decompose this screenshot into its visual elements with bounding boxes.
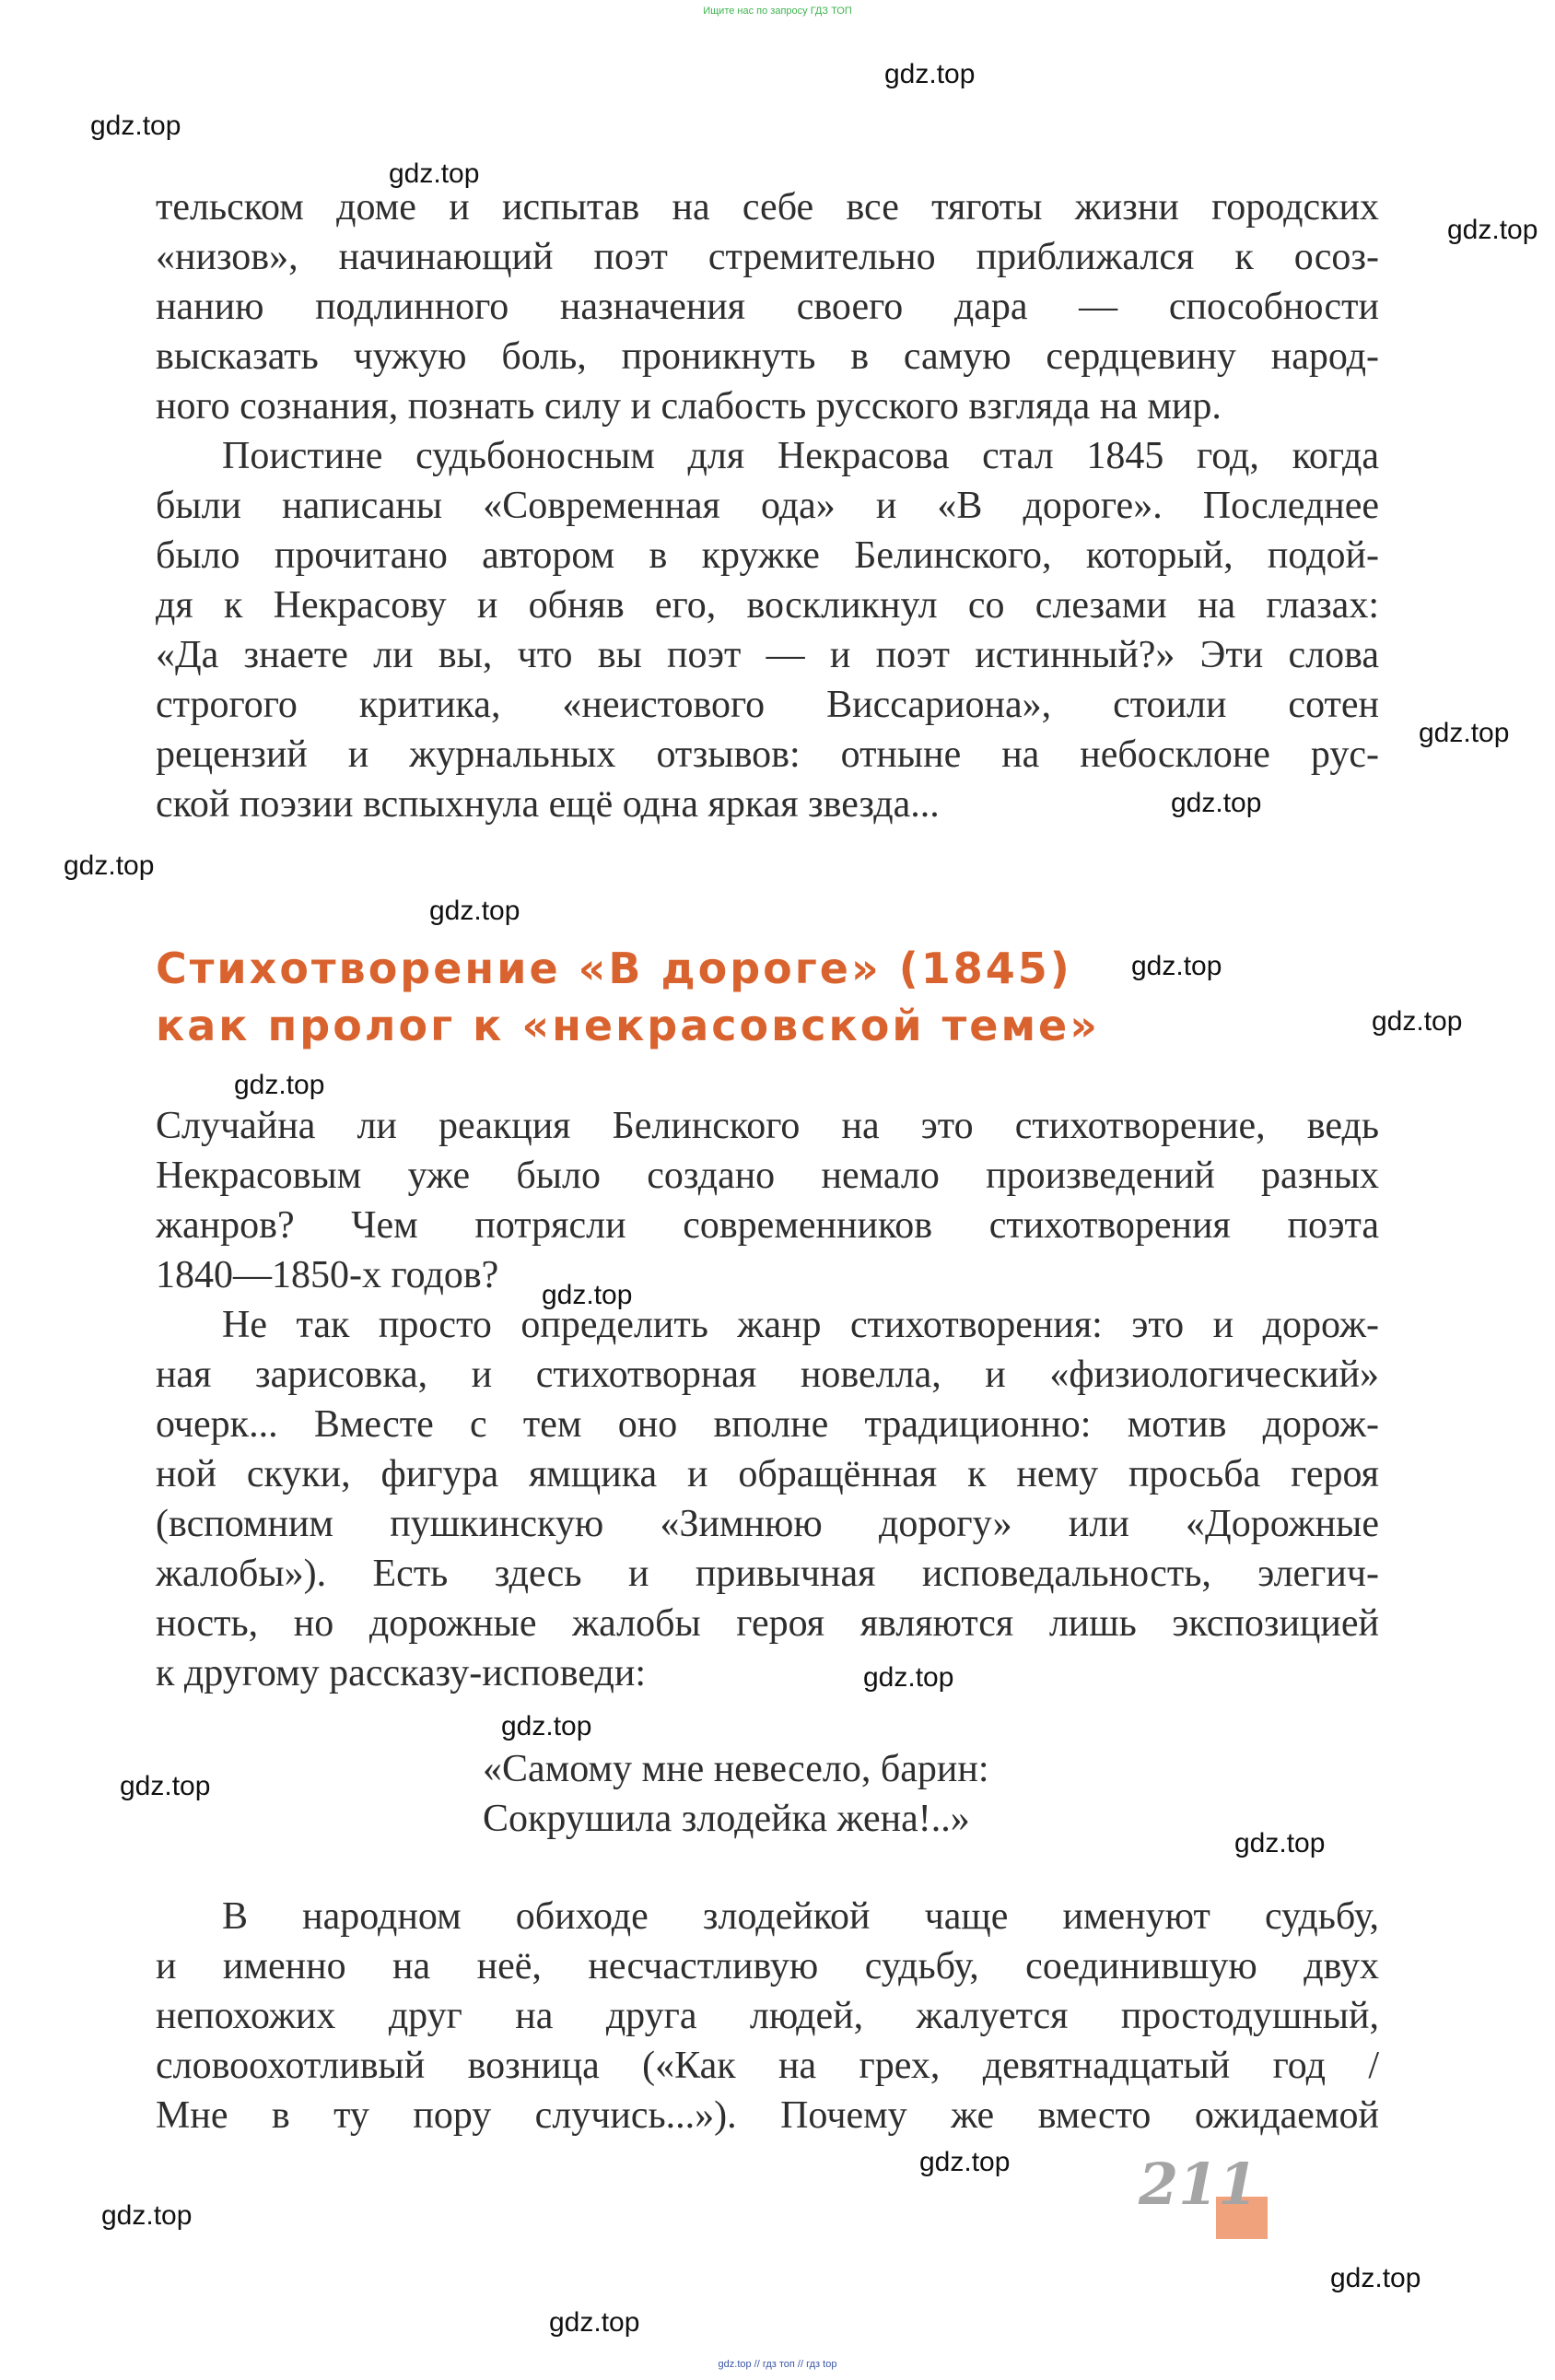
page-number: 211 bbox=[1139, 2151, 1258, 2218]
text-line: тельском доме и испытав на себе все тяготы жизни городских bbox=[156, 186, 1379, 229]
watermark: gdz.top bbox=[1419, 718, 1510, 748]
watermark: gdz.top bbox=[120, 1771, 211, 1801]
text-line: ной скуки, фигура ямщика и обращённая к нему просьба героя bbox=[156, 1453, 1379, 1495]
text-line: Поистине судьбоносным для Некрасова стал 1845 год, когда bbox=[222, 435, 1379, 477]
watermark: gdz.top bbox=[90, 111, 181, 141]
section-heading-line: Стихотворение «В дороге» (1845) bbox=[156, 944, 1072, 993]
text-line: жанров? Чем потрясли современников стихотворения поэта bbox=[156, 1204, 1379, 1247]
watermark: gdz.top bbox=[389, 158, 480, 189]
text-line: нанию подлинного назначения своего дара — способности bbox=[156, 286, 1379, 328]
text-line: В народном обиходе злодейкой чаще именуют судьбу, bbox=[222, 1895, 1379, 1938]
watermark: gdz.top bbox=[863, 1662, 954, 1693]
text-line: ской поэзии вспыхнула ещё одна яркая звезда... bbox=[156, 783, 940, 826]
text-line: было прочитано автором в кружке Белинского, который, подой- bbox=[156, 534, 1379, 577]
watermark: gdz.top bbox=[1447, 215, 1538, 245]
watermark: gdz.top bbox=[1234, 1828, 1326, 1858]
text-line: и именно на неё, несчастливую судьбу, соединившую двух bbox=[156, 1945, 1379, 1987]
text-line: Не так просто определить жанр стихотворения: это и дорож- bbox=[222, 1304, 1379, 1346]
watermark: gdz.top bbox=[101, 2200, 193, 2231]
watermark: gdz.top bbox=[429, 896, 520, 926]
text-line: рецензий и журнальных отзывов: отныне на небосклоне рус- bbox=[156, 733, 1379, 776]
watermark: gdz.top bbox=[1330, 2263, 1421, 2293]
text-line: непохожих друг на друга людей, жалуется простодушный, bbox=[156, 1995, 1379, 2037]
quote-line: «Самому мне невесело, барин: bbox=[483, 1748, 989, 1790]
text-line: (вспомним пушкинскую «Зимнюю дорогу» или «Дорожные bbox=[156, 1503, 1379, 1545]
text-line: ного сознания, познать силу и слабость русского взгляда на мир. bbox=[156, 385, 1222, 428]
watermark: gdz.top bbox=[1372, 1006, 1463, 1037]
bottom-note: gdz.top // гдз топ // гдз top bbox=[718, 2359, 837, 2370]
watermark: gdz.top bbox=[549, 2307, 640, 2338]
top-note: Ищите нас по запросу ГДЗ ТОП bbox=[703, 6, 852, 17]
text-line: Случайна ли реакция Белинского на это стихотворение, ведь bbox=[156, 1105, 1379, 1147]
watermark: gdz.top bbox=[919, 2147, 1011, 2177]
watermark: gdz.top bbox=[501, 1711, 592, 1741]
text-line: 1840—1850-х годов? bbox=[156, 1254, 499, 1296]
section-heading-line: как пролог к «некрасовской теме» bbox=[156, 1001, 1100, 1050]
watermark: gdz.top bbox=[64, 850, 155, 881]
text-line: словоохотливый возница («Как на грех, девятнадцатый год / bbox=[156, 2045, 1379, 2087]
text-line: строгого критика, «неистового Виссариона», стоили сотен bbox=[156, 684, 1379, 726]
quote-line: Сокрушила злодейка жена!..» bbox=[483, 1798, 970, 1840]
text-line: Мне в ту пору случись...»). Почему же вместо ожидаемой bbox=[156, 2094, 1379, 2137]
text-line: «низов», начинающий поэт стремительно приближался к осоз- bbox=[156, 236, 1379, 278]
watermark: gdz.top bbox=[542, 1280, 633, 1310]
text-line: жалобы»). Есть здесь и привычная исповедальность, элегич- bbox=[156, 1553, 1379, 1595]
text-line: ность, но дорожные жалобы героя являются лишь экспозицией bbox=[156, 1602, 1379, 1645]
watermark: gdz.top bbox=[884, 59, 976, 89]
text-line: дя к Некрасову и обняв его, воскликнул со слезами на глазах: bbox=[156, 584, 1379, 627]
text-line: очерк... Вместе с тем оно вполне традиционно: мотив дорож- bbox=[156, 1403, 1379, 1446]
text-line: высказать чужую боль, проникнуть в самую сердцевину народ- bbox=[156, 335, 1379, 378]
watermark: gdz.top bbox=[1171, 788, 1262, 818]
text-line: Некрасовым уже было создано немало произведений разных bbox=[156, 1155, 1379, 1197]
text-line: были написаны «Современная ода» и «В дороге». Последнее bbox=[156, 485, 1379, 527]
text-line: «Да знаете ли вы, что вы поэт — и поэт истинный?» Эти слова bbox=[156, 634, 1379, 676]
text-line: ная зарисовка, и стихотворная новелла, и «физиологический» bbox=[156, 1354, 1379, 1396]
watermark: gdz.top bbox=[1131, 951, 1222, 981]
text-line: к другому рассказу-исповеди: bbox=[156, 1652, 646, 1694]
watermark: gdz.top bbox=[234, 1070, 325, 1100]
